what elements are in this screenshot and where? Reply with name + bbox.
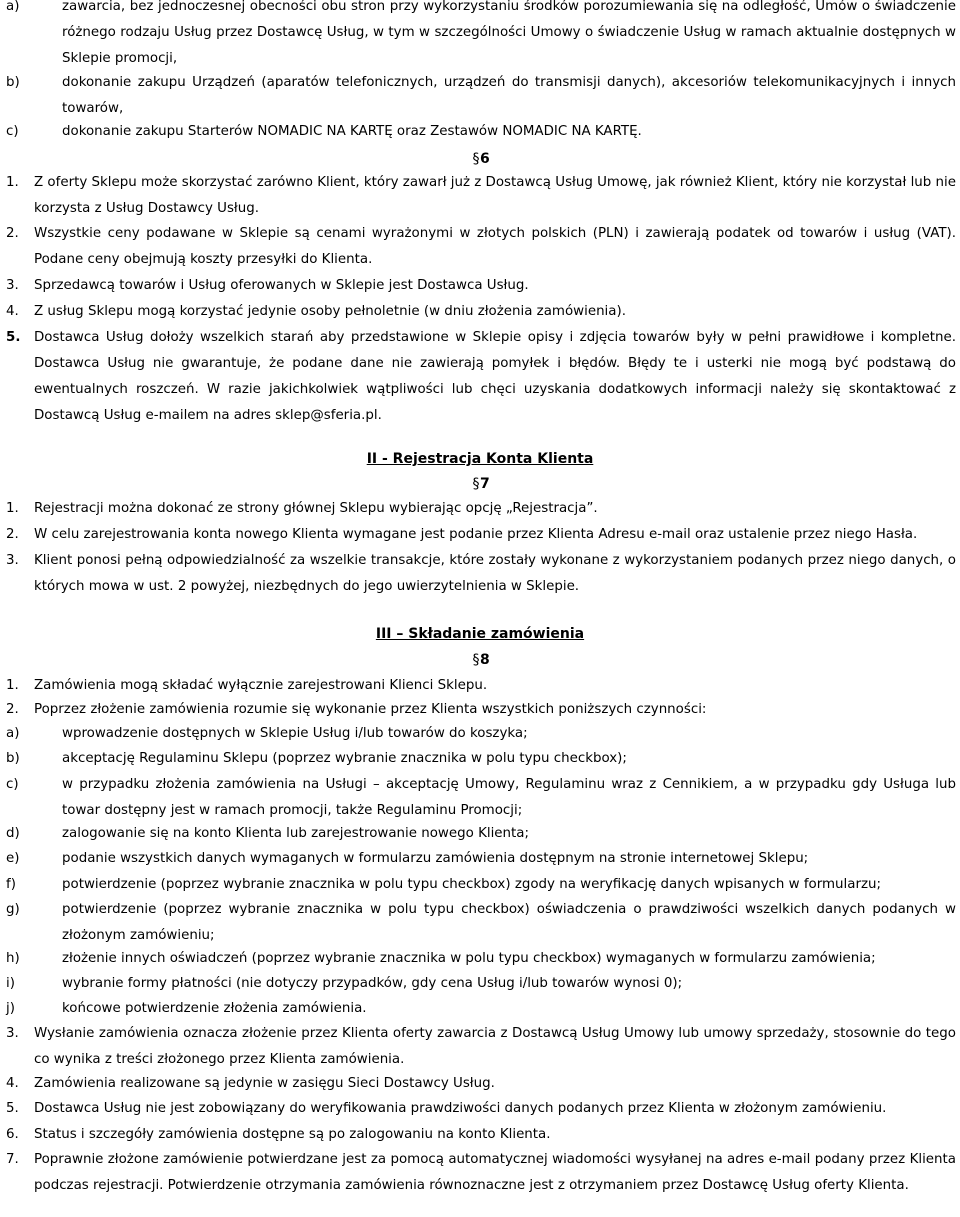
- item-marker: 4.: [6, 304, 19, 319]
- item-marker: e): [6, 851, 20, 866]
- item-marker: b): [6, 751, 20, 766]
- item-text: Dostawca Usług dołoży wszelkich starań aby przedstawione w Sklepie opisy i zdjęcia towarów były w pełni prawidłowe i kompletne. Dostawca Usług nie gwarantuje, że podane dane nie zawierają pomyłek i błędów. Błędy te i usterki nie mogą być podstawą do ewentualnych roszczeń. W razie jakichkolwiek wątpliwości lub chęci uzyskania dodatkowych informacji należy się skontaktować z Dostawcą Usług e-mailem na adres sklep@sferia.pl.: [34, 330, 956, 423]
- item-marker: 4.: [6, 1076, 19, 1091]
- item-marker: 7.: [6, 1152, 19, 1167]
- item-text: Sprzedawcą towarów i Usług oferowanych w Sklepie jest Dostawca Usług.: [34, 278, 529, 293]
- item-marker: c): [6, 124, 19, 139]
- section-number: 6: [480, 151, 490, 167]
- item-text: W celu zarejestrowania konta nowego Klienta wymagane jest podanie przez Klienta Adresu e-mail oraz ustalenie przez niego Hasła.: [34, 527, 918, 542]
- item-marker: b): [6, 75, 20, 90]
- item-text: zawarcia, bez jednoczesnej obecności obu stron przy wykorzystaniu środków porozumiewania się na odległość, Umów o świadczenie różnego rodzaju Usług przez Dostawcę Usług, w tym w szczególności Umowy o świadczenie Usług w ramach aktualnie dostępnych w Sklepie promocji,: [62, 0, 956, 66]
- section-number-6: [450, 147, 510, 171]
- item-marker: 2.: [6, 702, 19, 717]
- item-marker: 1.: [6, 501, 19, 516]
- item-text: Z usług Sklepu mogą korzystać jedynie osoby pełnoletnie (w dniu złożenia zamówienia).: [34, 304, 626, 319]
- item-marker: 6.: [6, 1127, 19, 1142]
- item-text: podanie wszystkich danych wymaganych w formularzu zamówienia dostępnym na stronie internetowej Sklepu;: [62, 851, 809, 866]
- item-text: złożenie innych oświadczeń (poprzez wybranie znacznika w polu typu checkbox) wymaganych w formularzu zamówienia;: [62, 951, 876, 966]
- item-text: Wszystkie ceny podawane w Sklepie są cenami wyrażonymi w złotych polskich (PLN) i zawierają podatek od towarów i usług (VAT). Podane ceny obejmują koszty przesyłki do Klienta.: [34, 226, 956, 267]
- item-marker: h): [6, 951, 20, 966]
- section-sign: §: [472, 652, 480, 668]
- item-text: wybranie formy płatności (nie dotyczy przypadków, gdy cena Usług i/lub towarów wynosi 0);: [62, 976, 683, 991]
- section-sign: §: [472, 476, 480, 492]
- section-number: 8: [480, 652, 490, 668]
- item-marker: 2.: [6, 226, 19, 241]
- item-text: Status i szczegóły zamówienia dostępne są po zalogowaniu na konto Klienta.: [34, 1127, 551, 1142]
- item-text: zalogowanie się na konto Klienta lub zarejestrowanie nowego Klienta;: [62, 826, 529, 841]
- item-marker: c): [6, 777, 19, 792]
- item-text: potwierdzenie (poprzez wybranie znacznika w polu typu checkbox) oświadczenia o prawdziwości wszelkich danych podanych w złożonym zamówieniu;: [62, 902, 956, 943]
- item-marker: 3.: [6, 278, 19, 293]
- item-text: Z oferty Sklepu może skorzystać zarówno Klient, który zawarł już z Dostawcą Usług Umowę, jak również Klient, który nie korzystał lub nie korzysta z Usług Dostawcy Usług.: [34, 175, 956, 216]
- section-number-7: [450, 472, 510, 496]
- item-marker: 1.: [6, 175, 19, 190]
- item-marker: g): [6, 902, 20, 917]
- item-text: Rejestracji można dokonać ze strony głównej Sklepu wybierając opcję „Rejestracja”.: [34, 501, 598, 516]
- item-marker: d): [6, 826, 20, 841]
- item-text: końcowe potwierdzenie złożenia zamówienia.: [62, 1001, 367, 1016]
- item-text: wprowadzenie dostępnych w Sklepie Usług i/lub towarów do koszyka;: [62, 726, 528, 741]
- item-marker: j): [6, 1001, 15, 1016]
- chapter-heading: III – Składanie zamówienia: [375, 626, 585, 642]
- item-text: Zamówienia mogą składać wyłącznie zarejestrowani Klienci Sklepu.: [34, 678, 488, 693]
- item-marker: a): [6, 0, 20, 14]
- section-sign: §: [472, 151, 480, 167]
- item-text: w przypadku złożenia zamówienia na Usługi – akceptację Umowy, Regulaminu wraz z Cennikiem, a w przypadku gdy Usługa lub towar dostępny jest w ramach promocji, także Regulaminu Promocji;: [62, 777, 956, 818]
- item-text: Poprzez złożenie zamówienia rozumie się wykonanie przez Klienta wszystkich poniższych czynności:: [34, 702, 707, 717]
- item-text: Wysłanie zamówienia oznacza złożenie przez Klienta oferty zawarcia z Dostawcą Usług Umowy lub umowy sprzedaży, stosownie do tego co wynika z treści złożonego przez Klienta zamówienia.: [34, 1026, 956, 1067]
- item-marker: 5.: [6, 1101, 19, 1116]
- item-text: dokonanie zakupu Urządzeń (aparatów telefonicznych, urządzeń do transmisji danych), akcesoriów telekomunikacyjnych i innych towarów,: [62, 75, 956, 116]
- item-marker: 3.: [6, 1026, 19, 1041]
- item-text: akceptację Regulaminu Sklepu (poprzez wybranie znacznika w polu typu checkbox);: [62, 751, 627, 766]
- item-marker: 1.: [6, 678, 19, 693]
- item-text: Poprawnie złożone zamówienie potwierdzane jest za pomocą automatycznej wiadomości wysyłanej na adres e-mail podany przez Klienta podczas rejestracji. Potwierdzenie otrzymania zamówienia równoznaczne jest z otrzymaniem przez Dostawcę Usług oferty Klienta.: [34, 1152, 956, 1193]
- item-text: dokonanie zakupu Starterów NOMADIC NA KARTĘ oraz Zestawów NOMADIC NA KARTĘ.: [62, 124, 642, 139]
- item-marker: 5.: [6, 330, 21, 345]
- item-marker: 3.: [6, 553, 19, 568]
- item-text: Zamówienia realizowane są jedynie w zasięgu Sieci Dostawcy Usług.: [34, 1076, 495, 1091]
- item-text: Klient ponosi pełną odpowiedzialność za wszelkie transakcje, które zostały wykonane z wykorzystaniem podanych przez niego danych, o których mowa w ust. 2 powyżej, niezbędnych do jego uwierzytelnienia w Sklepie.: [34, 553, 956, 594]
- section-number: 7: [480, 476, 490, 492]
- item-marker: f): [6, 877, 16, 892]
- item-marker: a): [6, 726, 20, 741]
- section-number-8: [450, 648, 510, 672]
- item-text: potwierdzenie (poprzez wybranie znacznika w polu typu checkbox) zgody na weryfikację danych wpisanych w formularzu;: [62, 877, 882, 892]
- item-marker: 2.: [6, 527, 19, 542]
- chapter-heading: II - Rejestracja Konta Klienta: [366, 451, 594, 467]
- item-marker: i): [6, 976, 15, 991]
- item-text: Dostawca Usług nie jest zobowiązany do weryfikowania prawdziwości danych podanych przez Klienta w złożonym zamówieniu.: [34, 1101, 887, 1116]
